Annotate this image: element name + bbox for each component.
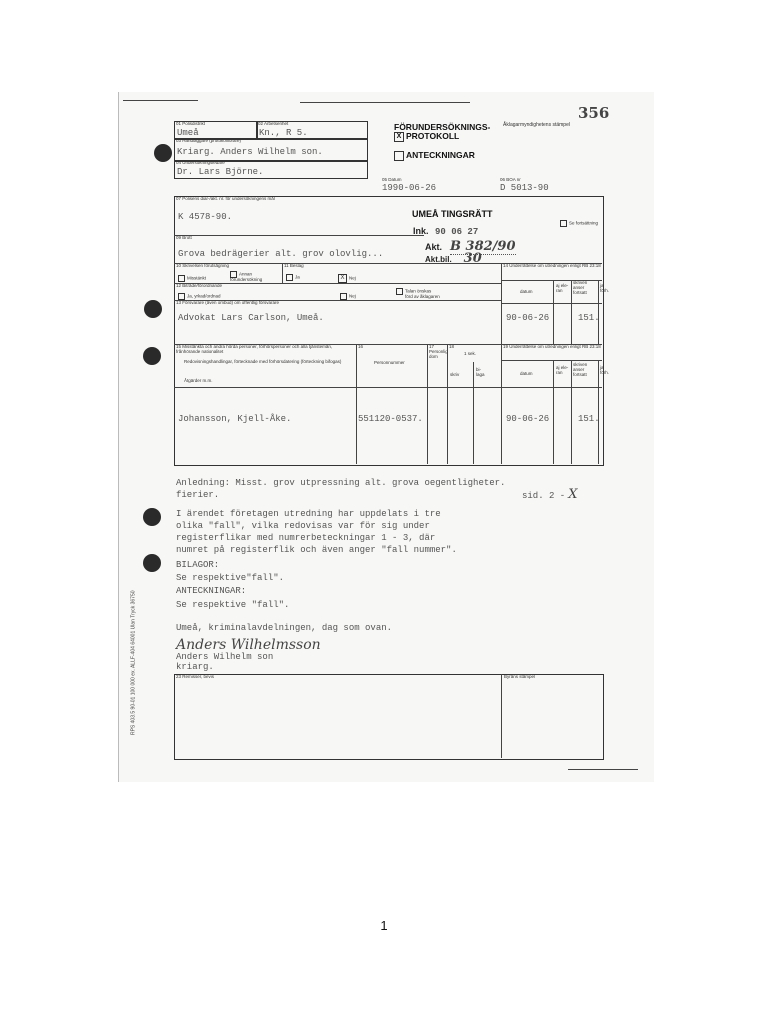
row14-sk: skriven anser fortsatt [573,280,588,295]
divider [501,263,502,464]
row19-datum: datum [520,371,533,376]
row16-label: 16 [358,344,364,349]
suspect-ref: 151. [578,414,600,424]
sid-mark: X [568,487,578,502]
date-label: 05 Datum [382,177,402,182]
reg-label: 06 BOA nr [500,177,521,182]
signer-name: Anders Wilhelm son [176,652,274,662]
aktbil-number: 30 [463,251,482,266]
annotations-label: ANTECKNINGAR [406,150,475,160]
heading-bilagor: BILAGOR: [176,560,220,570]
form-title-line1: FÖRUNDERSÖKNINGS- [394,122,491,132]
remiss-box [174,674,604,760]
binder-hole-5 [143,554,161,572]
opt-nej2: Nej [340,293,356,300]
divider [427,344,428,464]
ink-date: 90 06 27 [435,227,479,237]
opt-nej: X Nej [338,274,356,283]
page-number: 1 [380,918,388,933]
form-title-line2 [394,131,459,142]
leader-label: 04 Undersökningsledare [176,160,225,165]
binder-hole-4 [143,508,161,526]
opt-misstanke: Misstänkt [178,275,206,282]
annotations-option [394,150,475,161]
divider [553,360,554,464]
row19-aj: aj ele-ran [556,365,569,375]
row19-ja: ja förh. [600,365,610,375]
leader-value: Dr. Lars Björne. [177,167,264,177]
note-header-2: fierier. [176,490,220,500]
divider [501,674,502,758]
opt-talan: Talan önskas förd av åklagaren [396,288,440,300]
divider [174,283,501,284]
divider [553,280,554,344]
suspect-date: 90-06-26 [506,414,550,424]
divider [571,280,572,344]
office-label: 02 Arbetsenhet [258,121,289,126]
row10-label: 10 Skrivelsen förutsägning [176,263,230,268]
see-continuation-label: Se fortsättning [560,220,598,227]
form-title-text: PROTOKOLL [406,131,460,141]
binder-hole-1 [154,144,172,162]
sid-ref [522,487,577,502]
scan-edge-line [568,769,638,770]
divider [282,263,283,283]
divider [598,360,599,464]
note-line-3: registerflikar med numrerbeteckningar 1 - 3, där [176,533,436,543]
district-value: Umeå [177,128,199,138]
divider [447,344,448,464]
row14-label: 14 Underrättelse om utredningen enligt RB 23:18 [503,263,601,268]
row18-b: bi-laga [476,367,485,377]
row14-ja: ja förh. [600,283,610,293]
row14-aj: aj ele-ran [556,283,569,293]
note-line-4: numret på registerflik och även anger "fall nummer". [176,545,457,555]
row23-label: 23 Remisser, bevis [176,674,215,679]
akt-label: Akt. [425,242,443,252]
divider [598,280,599,344]
prosecutor-stamp-label: Åklagarmyndighetens stämpel [503,122,570,128]
sid-text: sid. 2 - [522,491,566,501]
row16-persnr: Personnummer [374,360,405,365]
akt-number: B 382/90 [450,239,516,254]
handler-value: Kriarg. Anders Wilhelm son. [177,147,323,157]
closing-line: Umeå, kriminalavdelningen, dag som ovan. [176,623,393,633]
opt-ja: Ja [286,274,300,281]
date-value: 1990-06-26 [382,183,437,193]
crime-value: Grova bedrägerier alt. grov olovlig... [178,249,384,259]
defender-value: Advokat Lars Carlson, Umeå. [178,313,324,323]
signer-title: kriarg. [176,662,214,672]
defender-date: 90-06-26 [506,313,550,323]
row18-label: 18 [449,344,455,349]
office-value: Kn., R 5. [259,128,308,138]
signature: Anders Wilhelmsson [176,637,321,653]
row15-label: 15 Misstänkta och andra hörda personer, förhörspersoner och alla tjänstemän, frånhörande nationalitet [176,344,333,354]
heading-anteckningar: ANTECKNINGAR: [176,586,247,596]
district-label: 01 Polisdistrikt [176,121,206,126]
divider [473,362,474,464]
see-continuation-checkbox[interactable] [560,220,567,227]
binder-hole-2 [144,300,162,318]
divider [174,235,424,236]
row15-sub2: Åtgärder m.m. [184,378,213,383]
row11-label: 11 Beslag [284,263,304,268]
crime-label: 09 Brott [176,235,192,240]
binder-hole-3 [143,347,161,365]
side-print: RPS 403.5 90-01 100 000 ex. ALLF-404 64001 Ulan Tryck 36750 [130,590,137,736]
opt-ja-yrkad: Ja, yrkad/ordnad [178,293,221,300]
item-anteckningar: Se respektive "fall". [176,600,290,610]
suspect-pnr: 551120-0537. [358,414,423,424]
note-header: Anledning: Misst. grov utpressning alt. grova oegentligheter. [176,478,506,488]
scan-edge-line [300,102,470,103]
divider [501,360,602,361]
handler-label: 03 Handläggare (protokollförare) [176,138,242,143]
note-line-2: olika "fall", vilka redovisas var för sig under [176,521,430,531]
protokoll-checkbox[interactable]: X [394,132,404,142]
row18-sub: 1 sek. [464,351,477,356]
divider [356,344,357,464]
related-label: 07 Polisens diar-/akt. nr. för undersökningens mål [176,196,275,201]
row18-a: skriv [450,372,460,377]
opt-annan: Annan förundersökning [230,271,263,282]
row13-label: 13 Försvarare (även ombud) om offentlig försvarare [176,300,279,305]
row14-datum: datum [520,289,533,294]
aktbil-label: Akt.bil. [425,255,452,264]
row17-label: 17 Personlig dom [429,344,448,359]
related-value: K 4578-90. [178,212,233,222]
annotations-checkbox[interactable] [394,151,404,161]
row19-label: 19 Underrättelse om utredningen enligt RB 23:18 [503,344,601,349]
defender-ref: 151. [578,313,600,323]
suspect-name: Johansson, Kjell-Åke. [178,414,292,424]
note-line-1: I ärendet företagen utredning har uppdelats i tre [176,509,441,519]
scan-edge-line [123,100,198,101]
divider [501,303,602,304]
item-bilagor: Se respektive"fall". [176,573,285,583]
court-stamp: UMEÅ TINGSRÄTT [412,209,493,219]
divider [174,387,602,388]
ink-label: Ink. [413,226,429,236]
row19-sk: skriven anser fortsatt [573,362,588,377]
reg-value: D 5013-90 [500,183,549,193]
row15-sub1: Redovisningshandlingar, förtecknade med förhörsdatering (förteckning bifogas) [184,359,342,364]
row12-label: 12 Biträde/förordnande [176,283,223,288]
divider [571,360,572,464]
row23-stamp: Byråns stämpel [504,674,536,679]
handwritten-page-number: 356 [578,104,610,122]
